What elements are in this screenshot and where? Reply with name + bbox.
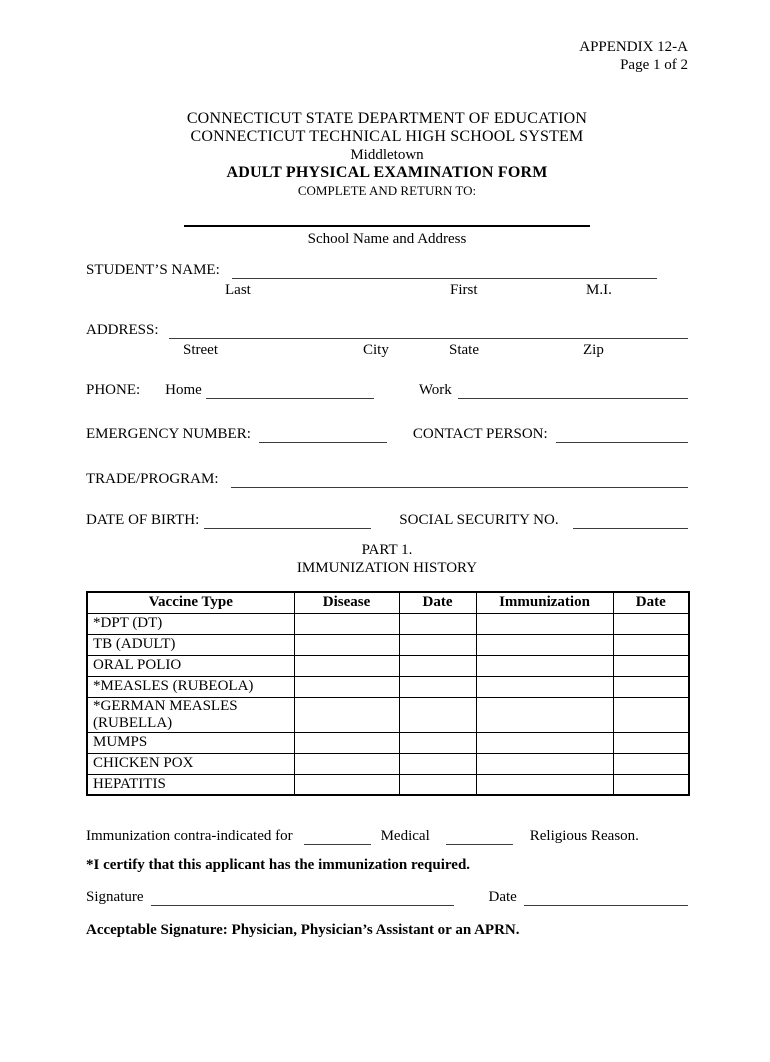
medical-reason-field[interactable] [304,829,371,845]
immunization-input-cell[interactable] [476,753,613,774]
date-input-cell[interactable] [399,774,476,795]
page-number: Page 1 of 2 [620,57,688,73]
school-name-field[interactable] [184,225,590,227]
date-input-cell[interactable] [613,655,689,676]
title-block [86,110,688,199]
table-header-row [87,592,689,613]
part1-subtitle: IMMUNIZATION HISTORY [296,560,478,576]
vaccine-type-cell: HEPATITIS [87,774,294,795]
immunization-input-cell[interactable] [476,732,613,753]
religious-reason-label: Religious Reason. [529,828,639,844]
ssn-label: SOCIAL SECURITY NO. [399,512,559,528]
immunization-input-cell[interactable] [476,634,613,655]
emergency-number-field[interactable] [259,427,387,443]
date-input-cell[interactable] [399,753,476,774]
phone-home-field[interactable] [206,383,374,399]
part1-title: PART 1. [361,542,413,558]
city-title: Middletown [350,147,424,163]
table-row [87,613,689,634]
immunization-table-body [87,613,689,795]
date-of-birth-field[interactable] [204,513,371,529]
date-input-cell[interactable] [399,676,476,697]
date-input-cell[interactable] [399,655,476,676]
signature-label: Signature [86,889,144,905]
disease-input-cell[interactable] [294,753,399,774]
vaccine-type-cell: *MEASLES (RUBEOLA) [87,676,294,697]
signature-row [86,887,688,907]
zip-sublabel: Zip [583,342,604,358]
middle-initial-sublabel: M.I. [586,282,612,298]
trade-program-row [86,469,688,489]
date-of-birth-label: DATE OF BIRTH: [86,512,200,528]
form-page [0,38,770,1062]
phone-work-label: Work [418,382,452,398]
trade-program-field[interactable] [231,472,688,488]
department-title: CONNECTICUT STATE DEPARTMENT OF EDUCATION [186,110,588,127]
first-name-sublabel: First [450,282,478,298]
disease-input-cell[interactable] [294,634,399,655]
birth-row [86,510,688,530]
corner-block [86,38,688,74]
header-vaccine-type: Vaccine Type [87,592,294,613]
header-date-1: Date [399,592,476,613]
header-disease: Disease [294,592,399,613]
contact-person-label: CONTACT PERSON: [412,426,548,442]
header-immunization: Immunization [476,592,613,613]
trade-program-label: TRADE/PROGRAM: [86,471,219,487]
vaccine-type-cell: CHICKEN POX [87,753,294,774]
date-input-cell[interactable] [399,634,476,655]
vaccine-type-cell: ORAL POLIO [87,655,294,676]
vaccine-type-cell: MUMPS [87,732,294,753]
date-input-cell[interactable] [613,753,689,774]
signature-date-field[interactable] [524,890,688,906]
disease-input-cell[interactable] [294,613,399,634]
acceptable-signature-note: Acceptable Signature: Physician, Physician’s Assistant or an APRN. [86,922,520,938]
contra-indicated-row [86,826,688,846]
system-title: CONNECTICUT TECHNICAL HIGH SCHOOL SYSTEM [190,128,584,145]
appendix-label: APPENDIX 12-A [579,39,688,55]
date-input-cell[interactable] [613,676,689,697]
address-row [86,320,688,340]
part1-heading [86,541,688,577]
form-title: ADULT PHYSICAL EXAMINATION FORM [226,164,548,181]
date-label: Date [488,889,517,905]
return-to-label: COMPLETE AND RETURN TO: [297,183,477,198]
disease-input-cell[interactable] [294,697,399,732]
date-input-cell[interactable] [613,634,689,655]
religious-reason-field[interactable] [446,829,513,845]
phone-row [86,380,688,400]
emergency-number-label: EMERGENCY NUMBER: [86,426,251,442]
date-input-cell[interactable] [613,732,689,753]
date-input-cell[interactable] [613,774,689,795]
student-name-field[interactable] [232,263,657,279]
immunization-input-cell[interactable] [476,613,613,634]
certify-statement: *I certify that this applicant has the immunization required. [86,857,471,873]
table-row [87,732,689,753]
immunization-table [86,591,690,796]
table-row [87,634,689,655]
table-row [87,676,689,697]
table-row [87,697,689,732]
student-name-sublabels [86,282,688,300]
contact-person-field[interactable] [556,427,688,443]
city-sublabel: City [363,342,389,358]
disease-input-cell[interactable] [294,732,399,753]
disease-input-cell[interactable] [294,655,399,676]
date-input-cell[interactable] [613,613,689,634]
phone-label: PHONE: [86,382,141,398]
phone-home-label: Home [165,382,202,398]
immunization-input-cell[interactable] [476,676,613,697]
signature-field[interactable] [151,890,454,906]
date-input-cell[interactable] [399,697,476,732]
emergency-row [86,424,688,444]
table-row [87,774,689,795]
disease-input-cell[interactable] [294,774,399,795]
phone-work-field[interactable] [458,383,688,399]
vaccine-type-cell: *GERMAN MEASLES (RUBELLA) [87,697,294,732]
address-field[interactable] [169,323,688,339]
table-row [87,753,689,774]
contra-indicated-label: Immunization contra-indicated for [86,828,293,844]
disease-input-cell[interactable] [294,676,399,697]
student-name-row [86,260,688,280]
ssn-field[interactable] [573,513,688,529]
street-sublabel: Street [183,342,218,358]
immunization-input-cell[interactable] [476,655,613,676]
header-date-2: Date [613,592,689,613]
school-caption: School Name and Address [307,231,467,247]
table-row [87,655,689,676]
immunization-input-cell[interactable] [476,697,613,732]
medical-label: Medical [380,828,430,844]
date-input-cell[interactable] [613,697,689,732]
date-input-cell[interactable] [399,732,476,753]
address-label: ADDRESS: [86,322,159,338]
last-name-sublabel: Last [225,282,251,298]
address-sublabels [86,342,688,360]
vaccine-type-cell: *DPT (DT) [87,613,294,634]
date-input-cell[interactable] [399,613,476,634]
state-sublabel: State [449,342,479,358]
immunization-input-cell[interactable] [476,774,613,795]
student-name-label: STUDENT’S NAME: [86,262,220,278]
vaccine-type-cell: TB (ADULT) [87,634,294,655]
